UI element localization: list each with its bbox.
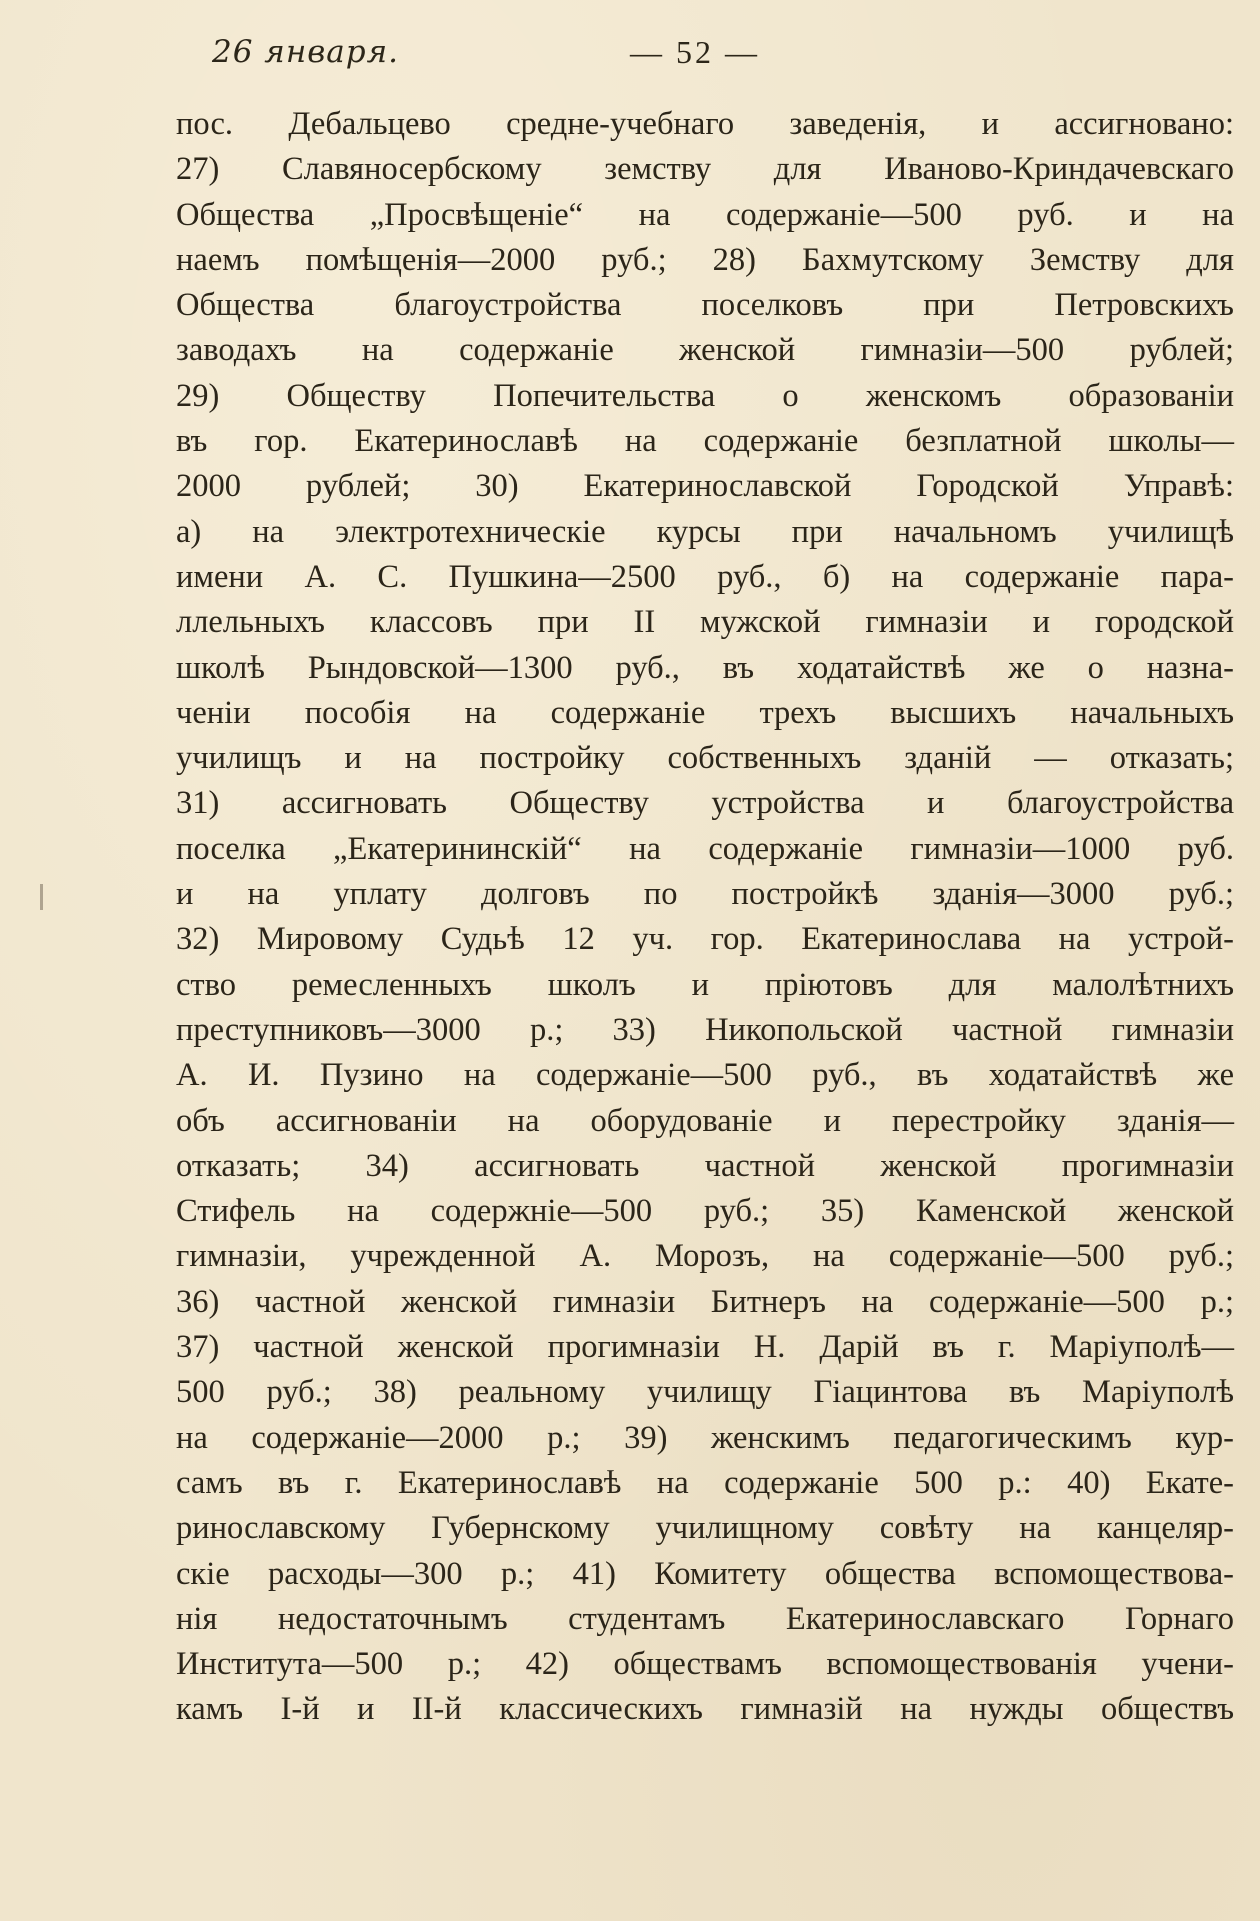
page-number: — 52 — <box>630 34 760 70</box>
text-line: самъ въ г. Екатеринославѣ на содержаніе 500 р.: 40) Екате- <box>176 1464 1234 1501</box>
text-line: отказать; 34) ассигновать частной женской прогимназіи <box>176 1147 1234 1184</box>
text-line: поселка „Екатерининскій“ на содержаніе гимназіи—1000 руб. <box>176 830 1234 867</box>
text-line: въ гор. Екатеринославѣ на содержаніе безплатной школы— <box>176 423 1234 460</box>
text-line: ллельныхъ классовъ при II мужской гимназіи и городской <box>176 604 1234 641</box>
text-line: и на уплату долговъ по постройкѣ зданія—3000 руб.; <box>176 876 1234 913</box>
text-line: гимназіи, учрежденной А. Морозъ, на содержаніе—500 руб.; <box>176 1238 1234 1275</box>
text-line: 29) Обществу Попечительства о женскомъ образованіи <box>176 377 1234 414</box>
text-line: камъ I-й и II-й классическихъ гимназій на нужды обществъ <box>176 1691 1234 1728</box>
body-text <box>176 102 1234 1733</box>
text-line: 32) Мировому Судьѣ 12 уч. гор. Екатеринослава на устрой- <box>176 921 1234 958</box>
text-line: нія недостаточнымъ студентамъ Екатеринославскаго Горнаго <box>176 1600 1234 1637</box>
text-line: Института—500 р.; 42) обществамъ вспомоществованія учени- <box>176 1646 1234 1683</box>
text-line: пос. Дебальцево средне-учебнаго заведенія, и ассигновано: <box>176 106 1234 142</box>
text-line: объ ассигнованіи на оборудованіе и перестройку зданія— <box>176 1102 1234 1139</box>
text-line: 31) ассигновать Обществу устройства и благоустройства <box>176 785 1234 822</box>
text-line: скіе расходы—300 р.; 41) Комитету общества вспомоществова- <box>176 1555 1234 1592</box>
text-line: училищъ и на постройку собственныхъ зданій — отказать; <box>176 740 1234 777</box>
text-line: на содержаніе—2000 р.; 39) женскимъ педагогическимъ кур- <box>176 1419 1234 1456</box>
text-line: преступниковъ—3000 р.; 33) Никопольской частной гимназіи <box>176 1011 1234 1048</box>
text-line: 37) частной женской прогимназіи Н. Дарій въ г. Маріуполѣ— <box>176 1329 1234 1366</box>
header-date: 26 января. <box>212 34 399 70</box>
text-line: заводахъ на содержаніе женской гимназіи—500 рублей; <box>176 332 1234 369</box>
page-header <box>212 28 1232 80</box>
text-line: имени А. С. Пушкина—2500 руб., б) на содержаніе пара- <box>176 558 1234 595</box>
text-line: 27) Славяносербскому земству для Иваново-Криндачевскаго <box>176 151 1234 188</box>
text-line: 2000 рублей; 30) Екатеринославской Городской Управѣ: <box>176 468 1234 505</box>
margin-mark <box>40 884 43 910</box>
text-line: Общества благоустройства поселковъ при Петровскихъ <box>176 287 1234 324</box>
text-line: ство ремесленныхъ школъ и пріютовъ для малолѣтнихъ <box>176 966 1234 1003</box>
text-line: Стифель на содержніе—500 руб.; 35) Каменской женской <box>176 1193 1234 1230</box>
text-line: 36) частной женской гимназіи Битнеръ на содержаніе—500 р.; <box>176 1283 1234 1320</box>
text-line: Общества „Просвѣщеніе“ на содержаніе—500 руб. и на <box>176 196 1234 233</box>
text-line: школѣ Рындовской—1300 руб., въ ходатайствѣ же о назна- <box>176 649 1234 686</box>
text-line: А. И. Пузино на содержаніе—500 руб., въ ходатайствѣ же <box>176 1057 1234 1094</box>
text-line: а) на электротехническіе курсы при начальномъ училищѣ <box>176 513 1234 550</box>
text-line: ринославскому Губернскому училищному совѣту на канцеляр- <box>176 1510 1234 1547</box>
text-line: 500 руб.; 38) реальному училищу Гіацинтова въ Маріуполѣ <box>176 1374 1234 1411</box>
text-line: ченіи пособія на содержаніе трехъ высшихъ начальныхъ <box>176 694 1234 731</box>
text-line: наемъ помѣщенія—2000 руб.; 28) Бахмутскому Земству для <box>176 241 1234 278</box>
